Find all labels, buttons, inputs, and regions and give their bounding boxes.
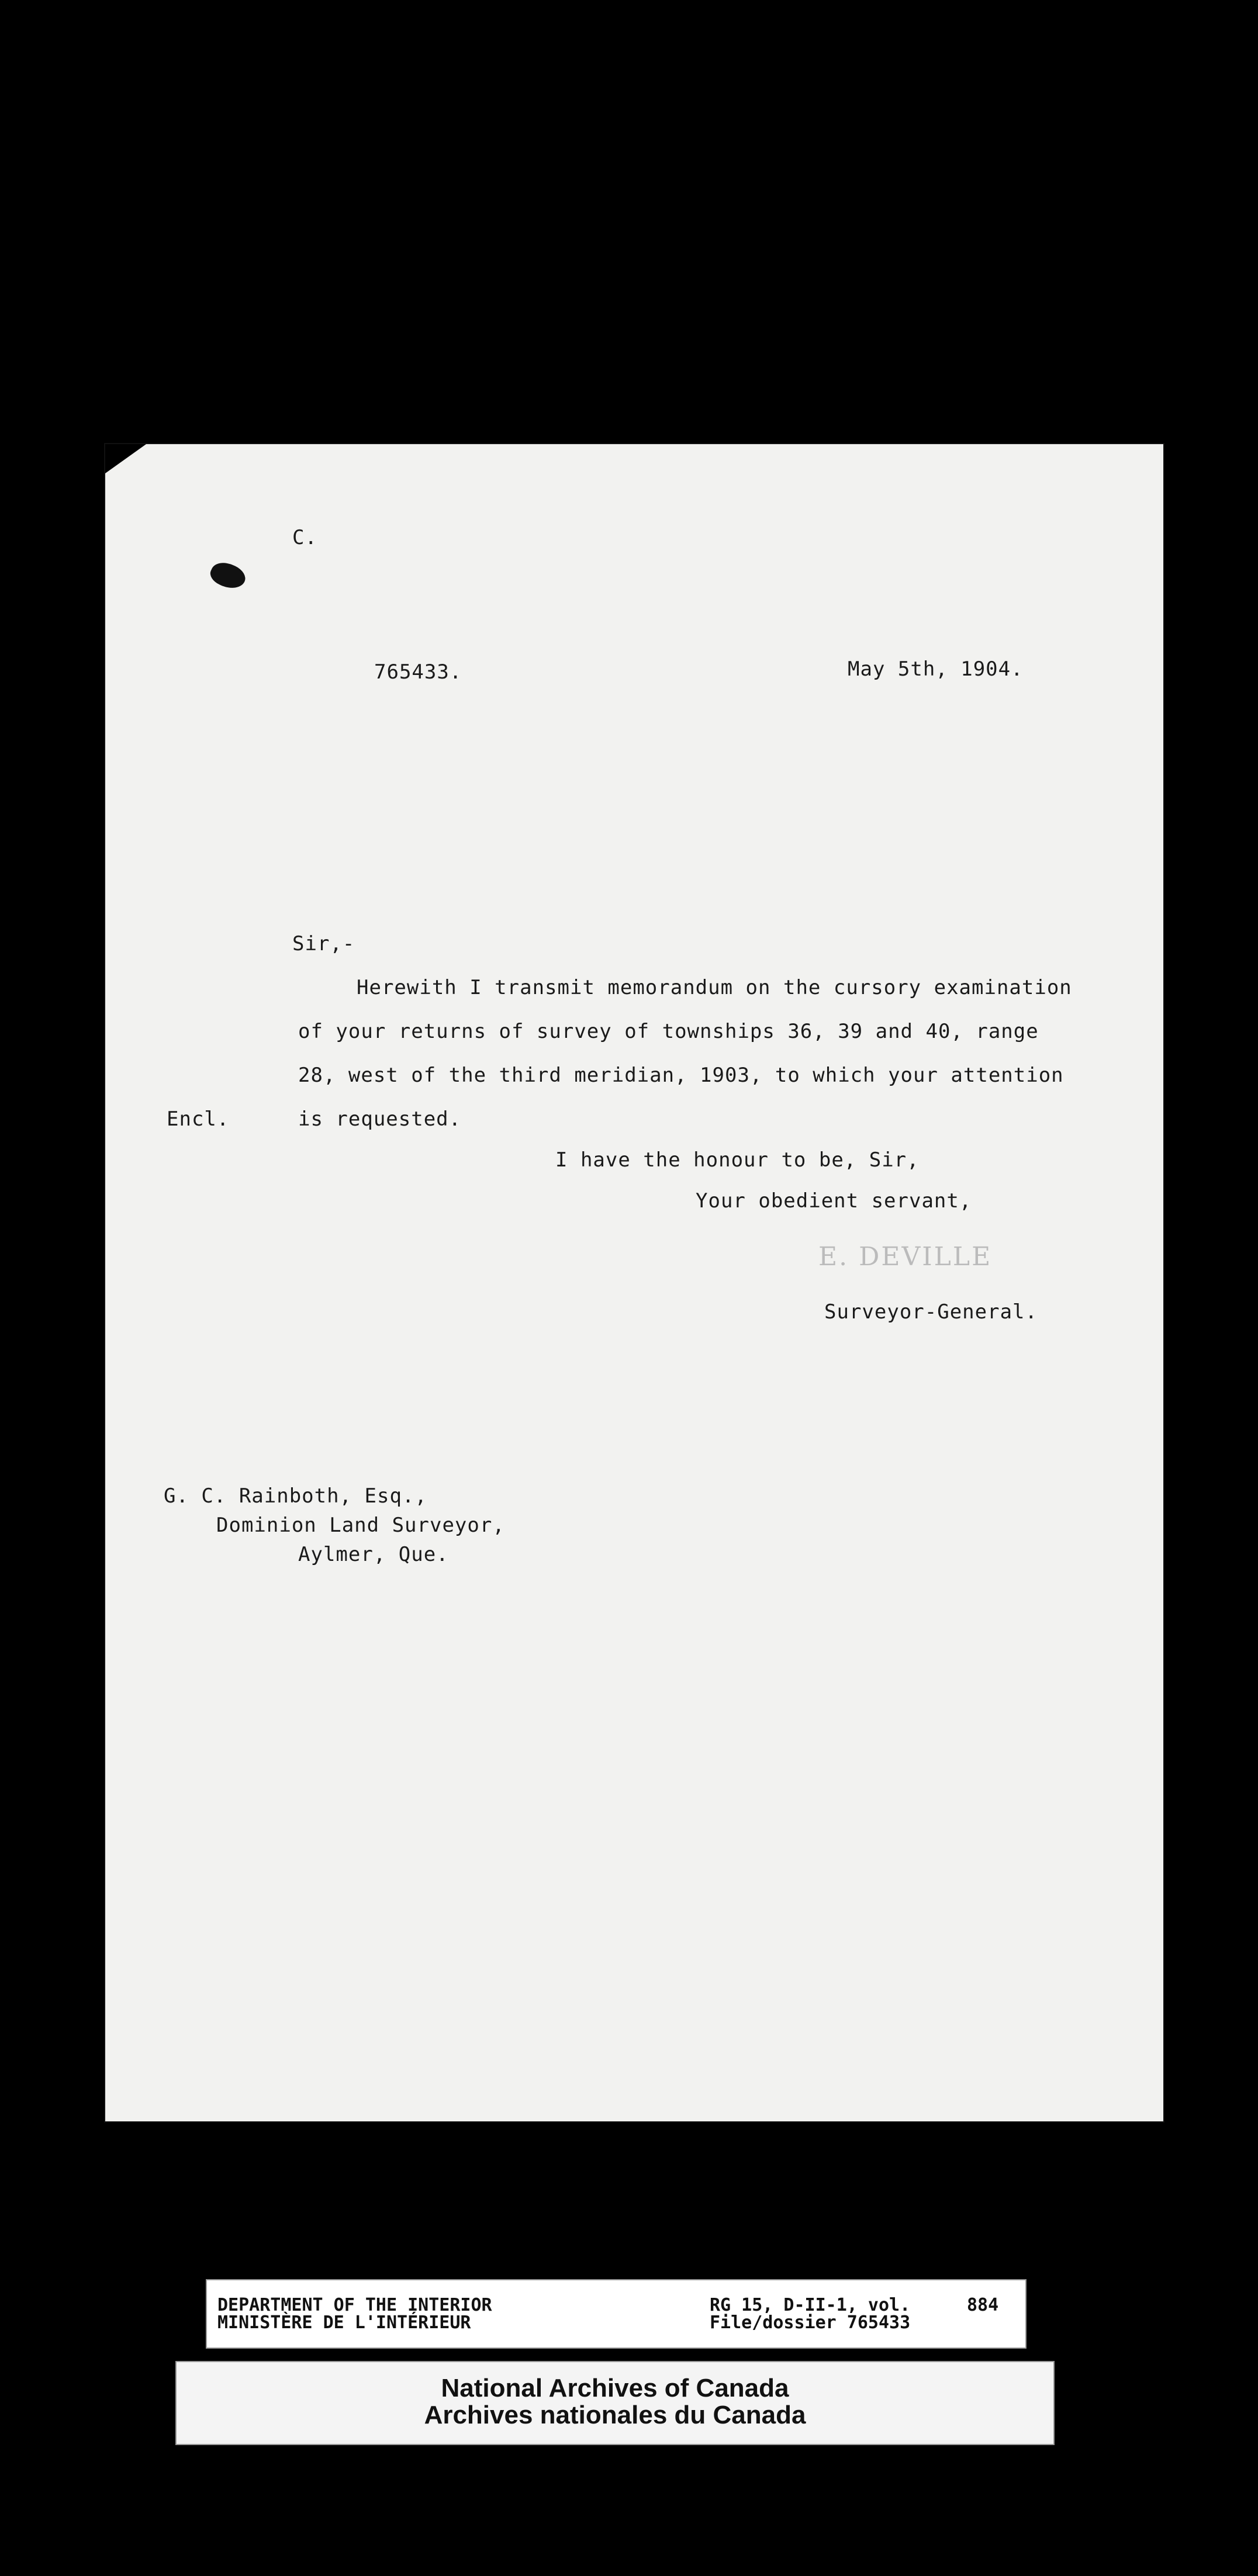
body-line: of your returns of survey of townships 36, 39 and 40, range (298, 1020, 1039, 1043)
enclosure-note: Encl. (167, 1107, 230, 1131)
signature-title: Surveyor-General. (824, 1300, 1038, 1324)
signature-stamp: E. DEVILLE (818, 1242, 993, 1272)
body-line: is requested. (298, 1107, 462, 1131)
letter-sheet (105, 444, 1163, 2121)
ink-blot (207, 558, 248, 594)
folded-corner (105, 444, 146, 473)
recipient-line: Dominion Land Surveyor, (216, 1514, 505, 1537)
file-dossier: File/dossier 765433 (710, 2312, 911, 2333)
recipient-line: Aylmer, Que. (298, 1543, 449, 1566)
archives-banner (175, 2361, 1055, 2445)
body-line: Herewith I transmit memorandum on the cursory examination (357, 976, 1072, 999)
closing-line: I have the honour to be, Sir, (555, 1148, 920, 1172)
salutation: Sir,- (292, 932, 355, 955)
record-group: RG 15, D-II-1, vol. (710, 2295, 911, 2315)
department-fr: MINISTÈRE DE L'INTÉRIEUR (217, 2312, 471, 2333)
archives-name-fr: Archives nationales du Canada (424, 2401, 806, 2429)
department-en: DEPARTMENT OF THE INTERIOR (217, 2295, 492, 2315)
archive-reference-label (206, 2279, 1027, 2349)
closing-line: Your obedient servant, (696, 1189, 972, 1213)
file-number: 765433. (374, 660, 462, 684)
volume-number: 884 (967, 2295, 999, 2315)
body-line: 28, west of the third meridian, 1903, to which your attention (298, 1064, 1064, 1087)
letter-initial: C. (292, 526, 317, 549)
letter-date: May 5th, 1904. (848, 657, 1024, 681)
recipient-line: G. C. Rainboth, Esq., (164, 1484, 427, 1508)
archives-name-en: National Archives of Canada (441, 2374, 789, 2402)
